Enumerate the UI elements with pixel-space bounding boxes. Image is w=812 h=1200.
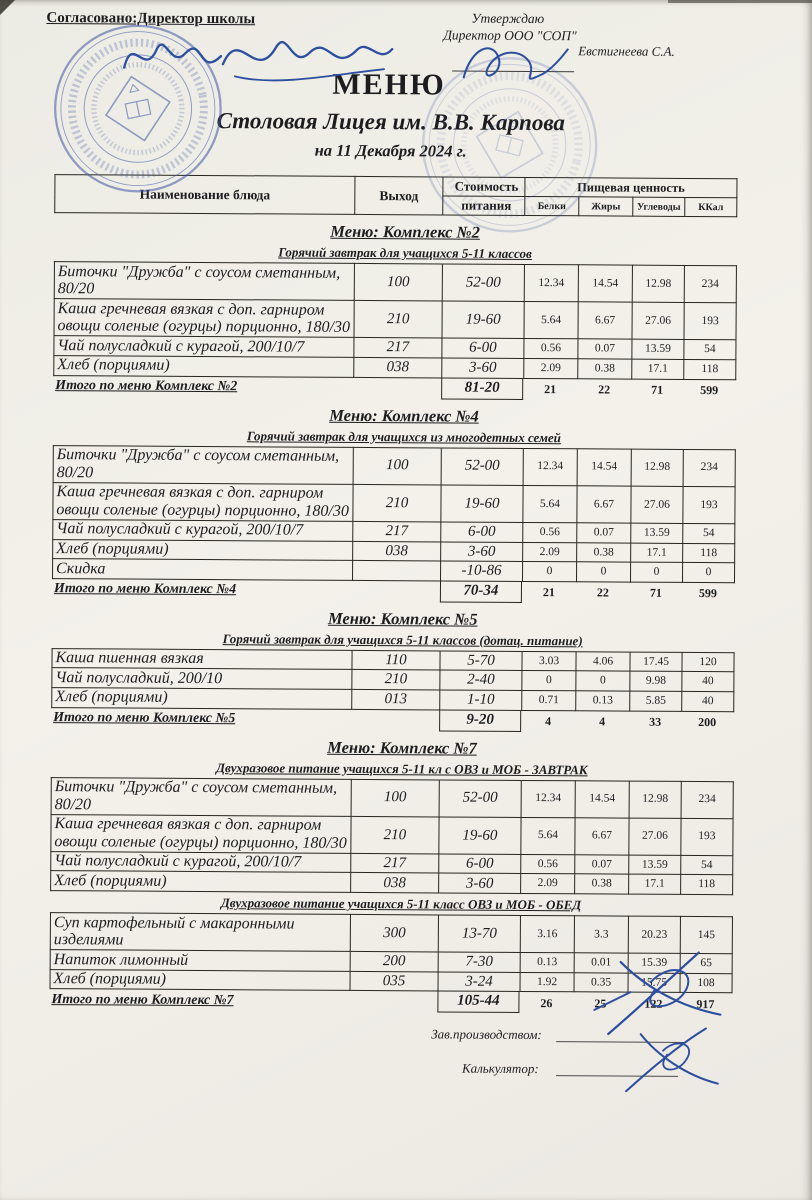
- calculator-label: Калькулятор:: [461, 1061, 539, 1077]
- cost-cell: 2-40: [440, 670, 522, 690]
- menu-row: [54, 262, 736, 303]
- protein-cell: 12.34: [523, 448, 577, 486]
- cost-cell: 6-00: [441, 522, 523, 542]
- dish-name-cell: Хлеб (порциями): [54, 356, 354, 377]
- section-subtitle-lunch: Двухразовое питание учащихся 5-11 класс ОВЗ и МОБ - ОБЕД: [220, 895, 582, 913]
- cost-cell: 3-60: [442, 358, 524, 378]
- cost-cell: 13-70: [438, 915, 520, 953]
- col-header-cost-line1: Стоимость: [443, 177, 525, 197]
- col-header-dish: Наименование блюда: [55, 175, 355, 215]
- output-cell: 217: [353, 521, 441, 541]
- kcal-cell: 54: [683, 523, 735, 543]
- dish-name-cell: Хлеб (порциями): [52, 687, 352, 708]
- fat-cell: 14.54: [578, 265, 632, 303]
- carbs-cell: 0: [631, 562, 683, 582]
- protein-cell: 5.64: [524, 302, 578, 340]
- carbs-cell: 17.1: [632, 359, 684, 379]
- fat-cell: 4.06: [576, 652, 630, 672]
- carbs-cell: 13.59: [631, 523, 683, 543]
- cost-cell: 52-00: [439, 779, 521, 817]
- col-header-fat: Жиры: [579, 197, 633, 216]
- cost-cell: 52-00: [442, 264, 524, 302]
- fat-cell: 0.07: [577, 523, 631, 543]
- totals-carbs: 71: [651, 382, 664, 397]
- totals-carbs: 71: [649, 585, 662, 601]
- col-header-nutrition: Пищевая ценность: [525, 177, 737, 197]
- kcal-cell: 193: [684, 303, 736, 341]
- menu-table: [53, 261, 737, 380]
- director-signature-icon: [116, 20, 398, 86]
- protein-cell: 3.16: [520, 916, 574, 954]
- carbs-cell: 15.39: [628, 953, 680, 973]
- fat-cell: 0.38: [577, 542, 631, 562]
- section-komplex-5: [0, 606, 809, 733]
- menu-table: [52, 445, 736, 583]
- protein-cell: 0.71: [522, 690, 576, 710]
- kcal-cell: 145: [680, 916, 732, 954]
- menu-row: [53, 445, 735, 486]
- fat-cell: 14.54: [577, 448, 631, 486]
- dish-name-cell: Чай полусладкий с курагой, 200/10/7: [54, 336, 354, 357]
- menu-row: [51, 777, 733, 818]
- dish-name-cell: Биточки "Дружба" с соусом сметанным, 80/20: [53, 445, 353, 484]
- document-title: МЕНЮ: [332, 67, 446, 102]
- output-cell: 210: [351, 816, 439, 854]
- totals-row: [53, 376, 735, 401]
- kcal-cell: 234: [684, 265, 736, 303]
- col-header-protein: Белки: [525, 196, 579, 215]
- totals-output-spacer: [349, 1002, 437, 1003]
- output-cell: 210: [353, 484, 441, 522]
- carbs-cell: 27.06: [631, 486, 683, 524]
- output-cell: 035: [350, 971, 438, 991]
- cost-cell: 5-70: [440, 651, 522, 671]
- kcal-cell: 234: [683, 449, 735, 487]
- dish-name-cell: Хлеб (порциями): [51, 871, 351, 892]
- scan-corner-artifact: [0, 0, 15, 15]
- dish-name-cell: Каша гречневая вязкая с доп. гарниром овощи соленые (огурцы) порционно, 180/30: [51, 814, 351, 853]
- dish-name-cell: Чай полусладкий с курагой, 200/10/7: [51, 851, 351, 872]
- kcal-cell: 118: [681, 875, 733, 895]
- approver-signature-icon: [455, 37, 573, 94]
- totals-fat: 4: [599, 714, 606, 729]
- protein-cell: 12.34: [524, 264, 578, 302]
- protein-cell: 0: [523, 562, 577, 582]
- output-cell: 100: [354, 263, 442, 301]
- totals-fat: 25: [594, 996, 607, 1011]
- dish-name-cell: Каша гречневая вязкая с доп. гарниром овощи соленые (огурцы) порционно, 180/30: [54, 299, 354, 338]
- section-komplex-4: [0, 403, 810, 604]
- output-cell: 300: [350, 914, 438, 952]
- dish-name-cell: Чай полусладкий, 200/10: [52, 668, 352, 689]
- section-subtitle: Горячий завтрак для учащихся 5-11 классов: [278, 244, 532, 262]
- cost-cell: -10-86: [441, 561, 523, 581]
- totals-label: Итого по меню Комплекс №5: [53, 710, 236, 727]
- carbs-cell: 12.98: [629, 781, 681, 819]
- menu-row: [51, 814, 733, 855]
- fat-cell: 6.67: [577, 486, 631, 524]
- approver-name: Евстигнеева С.А.: [578, 43, 675, 59]
- carbs-cell: 13.59: [632, 339, 684, 359]
- totals-protein: 26: [540, 996, 553, 1011]
- totals-protein: 4: [545, 714, 552, 729]
- menu-row: [51, 871, 733, 895]
- fat-cell: 0.07: [575, 855, 629, 875]
- section-komplex-2: [0, 220, 811, 402]
- kcal-cell: 0: [683, 563, 735, 583]
- totals-fat: 22: [596, 585, 609, 600]
- output-cell: 210: [352, 670, 440, 690]
- kcal-cell: 65: [680, 954, 732, 974]
- totals-output-spacer: [352, 591, 440, 592]
- dish-name-cell: Каша гречневая вязкая с доп. гарниром овощи соленые (огурцы) порционно, 180/30: [53, 482, 353, 521]
- totals-protein: 21: [544, 382, 557, 397]
- fat-cell: 0.01: [574, 953, 628, 973]
- totals-row: [51, 708, 733, 733]
- carbs-cell: 12.98: [631, 449, 683, 487]
- col-header-kcal: ККал: [685, 197, 737, 216]
- kcal-cell: 118: [684, 359, 736, 379]
- protein-cell: 3.03: [522, 651, 576, 671]
- dish-name-cell: Скидка: [53, 559, 353, 580]
- totals-cost: 9-20: [439, 710, 521, 732]
- kcal-cell: 108: [680, 973, 732, 993]
- carbs-cell: 27.06: [629, 818, 681, 856]
- totals-label: Итого по меню Комплекс №2: [55, 378, 238, 395]
- output-cell: 100: [351, 779, 439, 817]
- menu-table-breakfast: [50, 777, 734, 896]
- approve-word: Утверждаю: [471, 10, 545, 27]
- kcal-cell: 40: [682, 672, 734, 692]
- kcal-cell: 193: [681, 818, 733, 856]
- fat-cell: 0: [577, 562, 631, 582]
- protein-cell: 0.13: [520, 953, 574, 973]
- scan-edge-artifact: [668, 0, 812, 3]
- kcal-cell: 40: [682, 691, 734, 711]
- cost-cell: 6-00: [439, 854, 521, 874]
- protein-cell: 5.64: [521, 817, 575, 855]
- dish-name-cell: Биточки "Дружба" с соусом сметанным, 80/20: [51, 777, 351, 816]
- fat-cell: 0.38: [578, 359, 632, 379]
- carbs-cell: 20.23: [628, 916, 680, 954]
- output-cell: 038: [354, 357, 442, 377]
- output-cell: 210: [354, 301, 442, 339]
- col-header-output: Выход: [355, 176, 443, 215]
- kcal-cell: 54: [684, 340, 736, 360]
- document-date: на 11 Декабря 2024 г.: [314, 140, 467, 161]
- menu-table: [51, 648, 734, 712]
- cost-cell: 19-60: [439, 817, 521, 855]
- totals-output-spacer: [353, 388, 441, 389]
- document-header: [0, 0, 812, 179]
- fat-cell: 0: [576, 671, 630, 691]
- dish-name-cell: Биточки "Дружба" с соусом сметанным, 80/20: [54, 262, 354, 301]
- fat-cell: 0.35: [574, 973, 628, 993]
- output-cell: 200: [350, 952, 438, 972]
- cost-cell: 52-00: [441, 448, 523, 486]
- cost-cell: 3-60: [441, 541, 523, 561]
- totals-kcal: 599: [700, 383, 719, 398]
- carbs-cell: 13.59: [629, 855, 681, 875]
- protein-cell: 2.09: [521, 874, 575, 894]
- carbs-cell: 17.1: [631, 543, 683, 563]
- col-header-carbs: Углеводы: [633, 197, 685, 216]
- section-title: Меню: Комплекс №4: [329, 405, 479, 426]
- totals-cost: 70-34: [440, 581, 522, 603]
- kcal-cell: 120: [682, 652, 734, 672]
- output-cell: 100: [353, 447, 441, 485]
- fat-cell: 0.38: [575, 874, 629, 894]
- section-komplex-7: [0, 735, 808, 1015]
- totals-protein: 21: [542, 585, 555, 600]
- approve-company: Директор ООО "СОП": [443, 27, 577, 44]
- cost-cell: 7-30: [438, 952, 520, 972]
- protein-cell: 1.92: [520, 972, 574, 992]
- output-cell: [353, 561, 441, 581]
- totals-carbs: 122: [644, 996, 663, 1011]
- output-cell: 038: [353, 541, 441, 561]
- section-subtitle: Горячий завтрак для учащихся 5-11 классов (дотац. питание): [222, 630, 583, 649]
- fat-cell: 14.54: [575, 780, 629, 818]
- carbs-cell: 15.75: [628, 973, 680, 993]
- dish-name-cell: Суп картофельный с макаронными изделиями: [50, 913, 350, 952]
- section-title: Меню: Комплекс №7: [327, 737, 477, 758]
- output-cell: 217: [351, 853, 439, 873]
- output-cell: 110: [352, 650, 440, 670]
- totals-output-spacer: [351, 720, 439, 721]
- carbs-cell: 17.1: [629, 875, 681, 895]
- fat-cell: 0.07: [578, 339, 632, 359]
- menu-row: [54, 299, 736, 340]
- protein-cell: 5.64: [523, 485, 577, 523]
- kcal-cell: 118: [683, 543, 735, 563]
- section-title: Меню: Комплекс №5: [327, 608, 478, 629]
- kcal-cell: 234: [681, 781, 733, 819]
- kcal-cell: 54: [681, 855, 733, 875]
- dish-name-cell: Чай полусладкий с курагой, 200/10/7: [53, 520, 353, 541]
- protein-cell: 2.09: [524, 358, 578, 378]
- totals-fat: 22: [598, 382, 611, 397]
- col-header-cost-line2: питания: [443, 196, 525, 216]
- document-subtitle: Столовая Лицея им. В.В. Карпова: [216, 108, 566, 136]
- section-subtitle: Горячий завтрак для учащихся из многодетных семей: [246, 427, 561, 445]
- fat-cell: 0.13: [576, 691, 630, 711]
- dish-name-cell: Хлеб (порциями): [50, 969, 350, 990]
- cost-cell: 19-60: [442, 301, 524, 339]
- section-title: Меню: Комплекс №2: [330, 221, 480, 242]
- totals-carbs: 33: [649, 714, 662, 729]
- totals-label: Итого по меню Комплекс №7: [51, 992, 234, 1009]
- carbs-cell: 17.45: [630, 652, 682, 672]
- totals-row: [52, 579, 734, 604]
- protein-cell: 0.56: [521, 854, 575, 874]
- dish-name-cell: Каша пшенная вязкая: [52, 648, 352, 669]
- cost-cell: 6-00: [442, 338, 524, 358]
- menu-row: [53, 482, 735, 523]
- fat-cell: 6.67: [578, 302, 632, 340]
- totals-cost: 105-44: [437, 992, 519, 1014]
- carbs-cell: 27.06: [632, 302, 684, 340]
- output-cell: 013: [352, 689, 440, 709]
- protein-cell: 0.56: [524, 339, 578, 359]
- protein-cell: 2.09: [523, 542, 577, 562]
- calculator-signature-icon: [612, 1020, 726, 1099]
- totals-kcal: 200: [698, 715, 717, 730]
- totals-kcal: 599: [698, 586, 717, 601]
- cost-cell: 3-60: [439, 873, 521, 893]
- kcal-cell: 193: [683, 486, 735, 524]
- fat-cell: 3.3: [574, 916, 628, 954]
- cost-cell: 1-10: [440, 690, 522, 710]
- agreed-label: Согласовано:Директор школы: [46, 10, 256, 28]
- production-manager-label: Зав.производством:: [431, 1026, 542, 1043]
- output-cell: 038: [351, 873, 439, 893]
- fat-cell: 6.67: [575, 817, 629, 855]
- totals-cost: 81-20: [441, 378, 523, 400]
- cost-cell: 3-24: [438, 972, 520, 992]
- carbs-cell: 9.98: [630, 671, 682, 691]
- section-subtitle-breakfast: Двухразовое питание учащихся 5-11 кл с ОВЗ и МОБ - ЗАВТРАК: [216, 759, 588, 777]
- cost-cell: 19-60: [441, 485, 523, 523]
- dish-name-cell: Хлеб (порциями): [53, 539, 353, 560]
- totals-label: Итого по меню Комплекс №4: [53, 581, 237, 598]
- protein-cell: 0.56: [523, 522, 577, 542]
- dish-name-cell: Напиток лимонный: [50, 950, 350, 971]
- protein-cell: 12.34: [521, 780, 575, 818]
- protein-cell: 0: [522, 671, 576, 691]
- totals-kcal: 917: [696, 996, 715, 1012]
- output-cell: 217: [354, 338, 442, 358]
- carbs-cell: 12.98: [632, 265, 684, 303]
- document-footer: [0, 1010, 806, 1125]
- carbs-cell: 5.85: [630, 691, 682, 711]
